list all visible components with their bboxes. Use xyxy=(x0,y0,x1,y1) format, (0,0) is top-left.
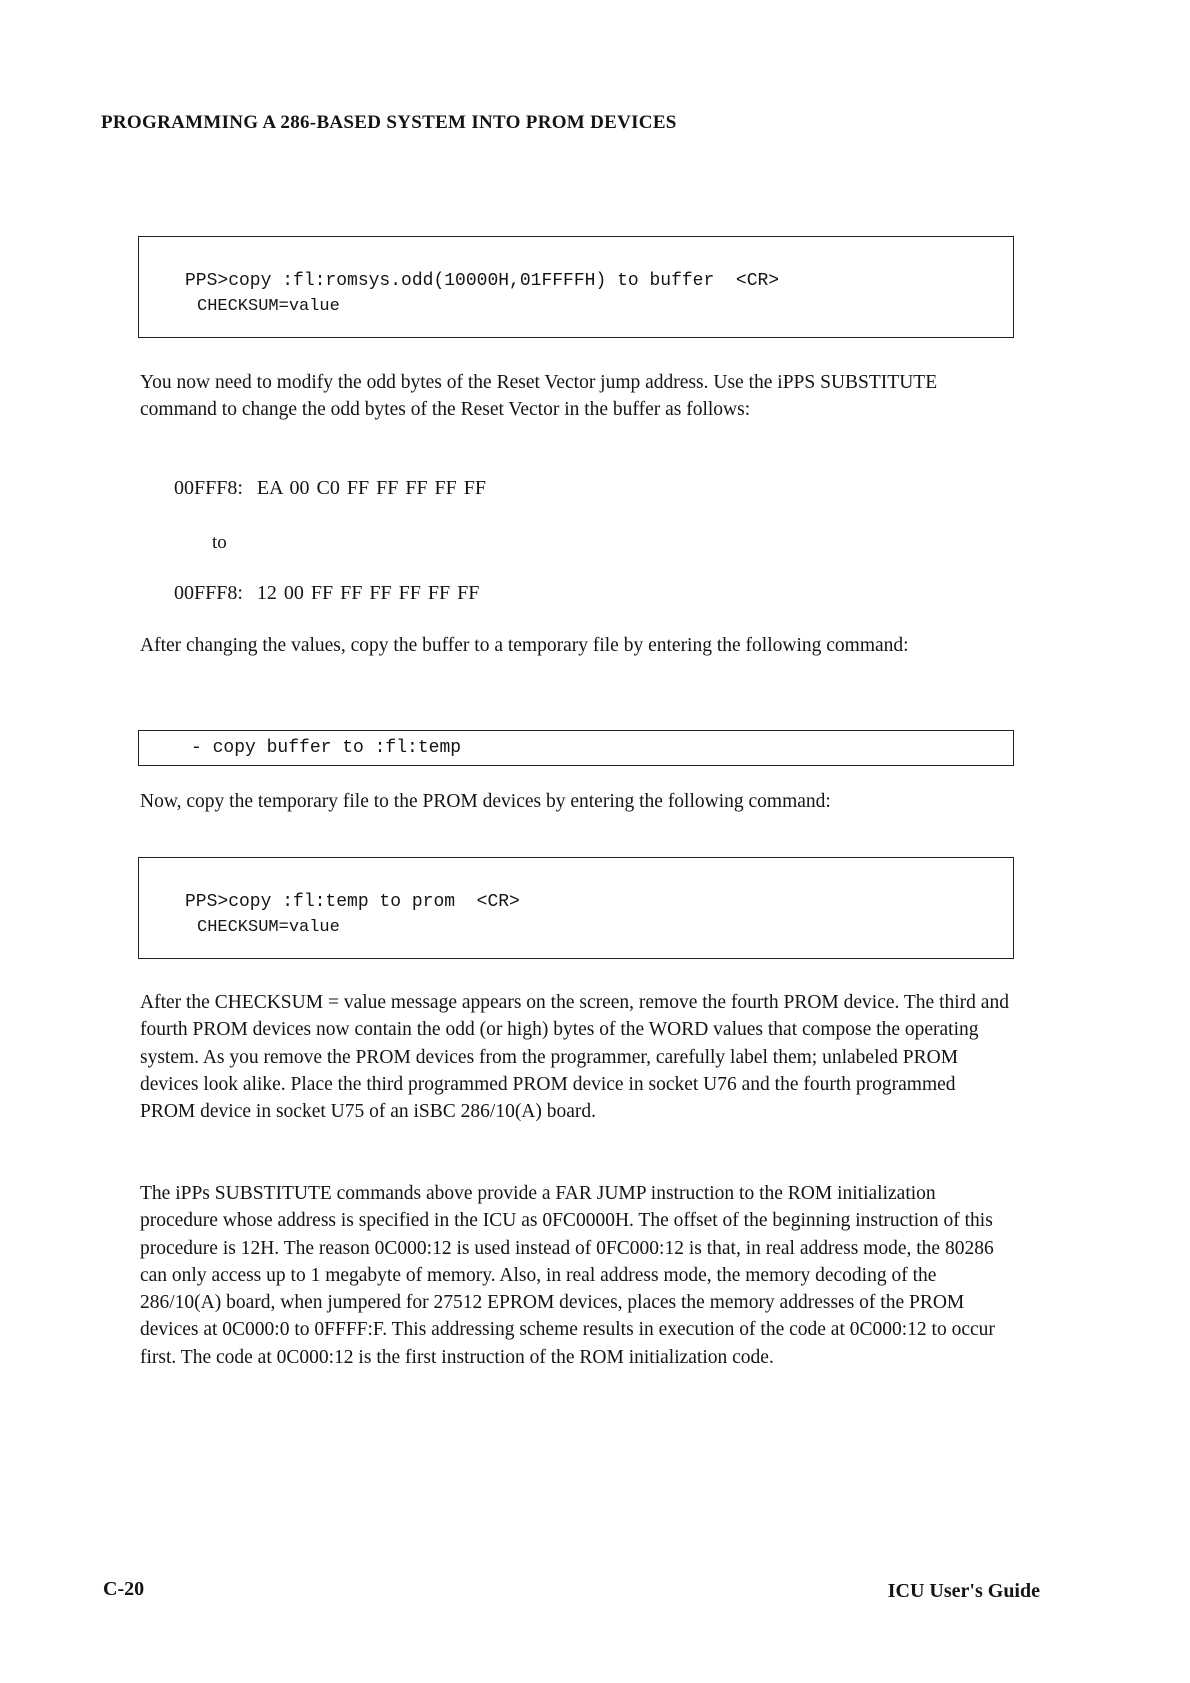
paragraph-far-jump: The iPPs SUBSTITUTE commands above provide a FAR JUMP instruction to the ROM initialization procedure whose address is specified in the ICU as 0FC0000H. The offset of the beginning instruction of this procedure is 12H. The reason 0C000:12 is used instead of 0FC000:12 is that, in real address mode, the 80286 can only access up to 1 megabyte of memory. Also, in real address mode, the memory decoding of the 286/10(A) board, when jumpered for 27512 EPROM devices, places the memory addresses of the PROM devices at 0C000:0 to 0FFFF:F. This addressing scheme results in execution of the code at 0C000:12 to occur first. The code at 0C000:12 is the first instruction of the ROM initialization code. xyxy=(140,1183,995,1368)
command-line: PPS>copy :fl:temp to prom <CR> xyxy=(185,892,520,912)
hex-line-replaced: 00FFF8: 12 00 FF FF FF FF FF FF xyxy=(174,582,480,604)
command-box-copy-odd xyxy=(138,236,1014,338)
page-number: C-20 xyxy=(103,1578,145,1600)
hex-to-word: to xyxy=(212,532,227,553)
paragraph-copy-to-prom: Now, copy the temporary file to the PROM devices by entering the following command: xyxy=(140,791,831,812)
page-header: PROGRAMMING A 286-BASED SYSTEM INTO PROM DEVICES xyxy=(101,112,677,133)
command-line: - copy buffer to :fl:temp xyxy=(191,738,462,758)
command-line: PPS>copy :fl:romsys.odd(10000H,01FFFFH) to buffer <CR> xyxy=(185,271,780,291)
command-box-copy-prom xyxy=(138,857,1014,959)
hex-line-original: 00FFF8: EA 00 C0 FF FF FF FF FF xyxy=(174,477,487,499)
paragraph-modify-odd-bytes: You now need to modify the odd bytes of the Reset Vector jump address. Use the iPPS SUBSTITUTE command to change the odd bytes of the Reset Vector in the buffer as follows: xyxy=(140,372,938,421)
command-box-copy-buffer xyxy=(138,730,1014,766)
paragraph-copy-buffer: After changing the values, copy the buffer to a temporary file by entering the following command: xyxy=(140,635,909,656)
checksum-line: CHECKSUM=value xyxy=(197,297,340,316)
checksum-line: CHECKSUM=value xyxy=(197,918,340,937)
guide-title: ICU User's Guide xyxy=(887,1580,1040,1602)
paragraph-remove-prom: After the CHECKSUM = value message appears on the screen, remove the fourth PROM device. The third and fourth PROM devices now contain the odd (or high) bytes of the WORD values that compose the operating system. As you remove the PROM devices from the programmer, carefully label them; unlabeled PROM devices look alike. Place the third programmed PROM device in socket U76 and the fourth programmed PROM device in socket U75 of an iSBC 286/10(A) board. xyxy=(140,992,1009,1123)
